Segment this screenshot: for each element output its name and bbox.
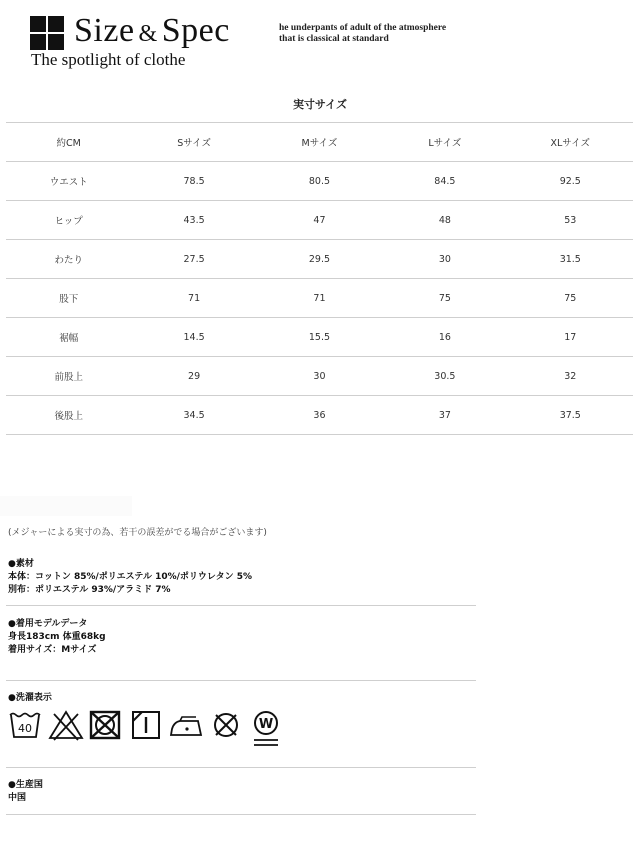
row-label: 股下: [6, 279, 131, 318]
origin-section: [8, 779, 476, 805]
size-table: [6, 122, 633, 435]
table-header-cell: Mサイズ: [257, 123, 382, 162]
table-cell: 48: [382, 201, 507, 240]
row-label: 後股上: [6, 396, 131, 435]
no-dry-clean-icon: [210, 709, 242, 741]
model-section: [8, 618, 476, 657]
table-row: [6, 240, 633, 279]
table-cell: 53: [508, 201, 633, 240]
tagline-line: that is classical at standard: [279, 34, 389, 44]
table-cell: 30: [382, 240, 507, 279]
table-cell: 34.5: [131, 396, 256, 435]
table-header-cell: Sサイズ: [131, 123, 256, 162]
no-bleach-icon: [48, 709, 84, 741]
logo-grid-icon: [30, 16, 64, 50]
table-row: [6, 279, 633, 318]
origin-value: 中国: [8, 793, 27, 803]
table-cell: 30: [257, 357, 382, 396]
table-row: [6, 201, 633, 240]
table-cell: 14.5: [131, 318, 256, 357]
section-divider: [6, 680, 476, 681]
section-divider: [6, 605, 476, 606]
table-cell: 32: [508, 357, 633, 396]
origin-heading: ●生産国: [8, 780, 43, 790]
table-header-cell: XLサイズ: [508, 123, 633, 162]
table-cell: 78.5: [131, 162, 256, 201]
table-cell: 15.5: [257, 318, 382, 357]
section-divider: [6, 814, 476, 815]
material-line: 本体：コットン 85%/ポリエステル 10%/ポリウレタン 5%: [8, 572, 252, 582]
brand-tagline: [279, 23, 479, 45]
wash-40-icon: [8, 709, 42, 741]
size-table-title: 実寸サイズ: [292, 98, 348, 111]
wet-clean-icon: [250, 709, 282, 749]
row-label: 前股上: [6, 357, 131, 396]
model-line: 着用サイズ：Mサイズ: [8, 645, 97, 655]
row-label: ウエスト: [6, 162, 131, 201]
row-label: わたり: [6, 240, 131, 279]
table-cell: 37.5: [508, 396, 633, 435]
table-cell: 43.5: [131, 201, 256, 240]
care-section: [8, 692, 476, 705]
table-header-row: [6, 123, 633, 162]
table-row: [6, 396, 633, 435]
table-cell: 17: [508, 318, 633, 357]
row-label: 裾幅: [6, 318, 131, 357]
table-header-cell: Lサイズ: [382, 123, 507, 162]
wash-temp-label: 40: [18, 722, 32, 735]
section-divider: [6, 767, 476, 768]
table-cell: 71: [131, 279, 256, 318]
measurement-note: (メジャーによる実寸の為、若干の誤差がでる場合がございます): [8, 528, 267, 538]
material-line: 別布：ポリエステル 93%/アラミド 7%: [8, 585, 171, 595]
row-label: ヒップ: [6, 201, 131, 240]
tagline-line: he underpants of adult of the atmosphere: [279, 23, 447, 33]
table-cell: 29.5: [257, 240, 382, 279]
no-tumble-dry-icon: [88, 709, 122, 741]
model-heading: ●着用モデルデータ: [8, 619, 88, 629]
material-section: [8, 558, 476, 597]
table-cell: 36: [257, 396, 382, 435]
table-cell: 16: [382, 318, 507, 357]
table-row: [6, 162, 633, 201]
table-cell: 71: [257, 279, 382, 318]
table-cell: 75: [508, 279, 633, 318]
table-header-cell: 約CM: [6, 123, 131, 162]
table-cell: 37: [382, 396, 507, 435]
table-cell: 29: [131, 357, 256, 396]
iron-low-icon: [168, 709, 204, 741]
table-cell: 31.5: [508, 240, 633, 279]
line-dry-shade-icon: [130, 709, 162, 741]
table-cell: 84.5: [382, 162, 507, 201]
table-cell: 30.5: [382, 357, 507, 396]
table-cell: 80.5: [257, 162, 382, 201]
material-heading: ●素材: [8, 559, 34, 569]
placeholder-box: [0, 496, 132, 516]
brand-title: Size & Spec: [74, 12, 230, 49]
table-cell: 27.5: [131, 240, 256, 279]
table-cell: 92.5: [508, 162, 633, 201]
wet-clean-label: W: [258, 717, 274, 732]
table-row: [6, 357, 633, 396]
table-cell: 47: [257, 201, 382, 240]
care-heading: ●洗濯表示: [8, 693, 52, 703]
model-line: 身長183cm 体重68kg: [8, 632, 106, 642]
table-row: [6, 318, 633, 357]
brand-subtitle: The spotlight of clothe: [31, 50, 186, 69]
table-cell: 75: [382, 279, 507, 318]
